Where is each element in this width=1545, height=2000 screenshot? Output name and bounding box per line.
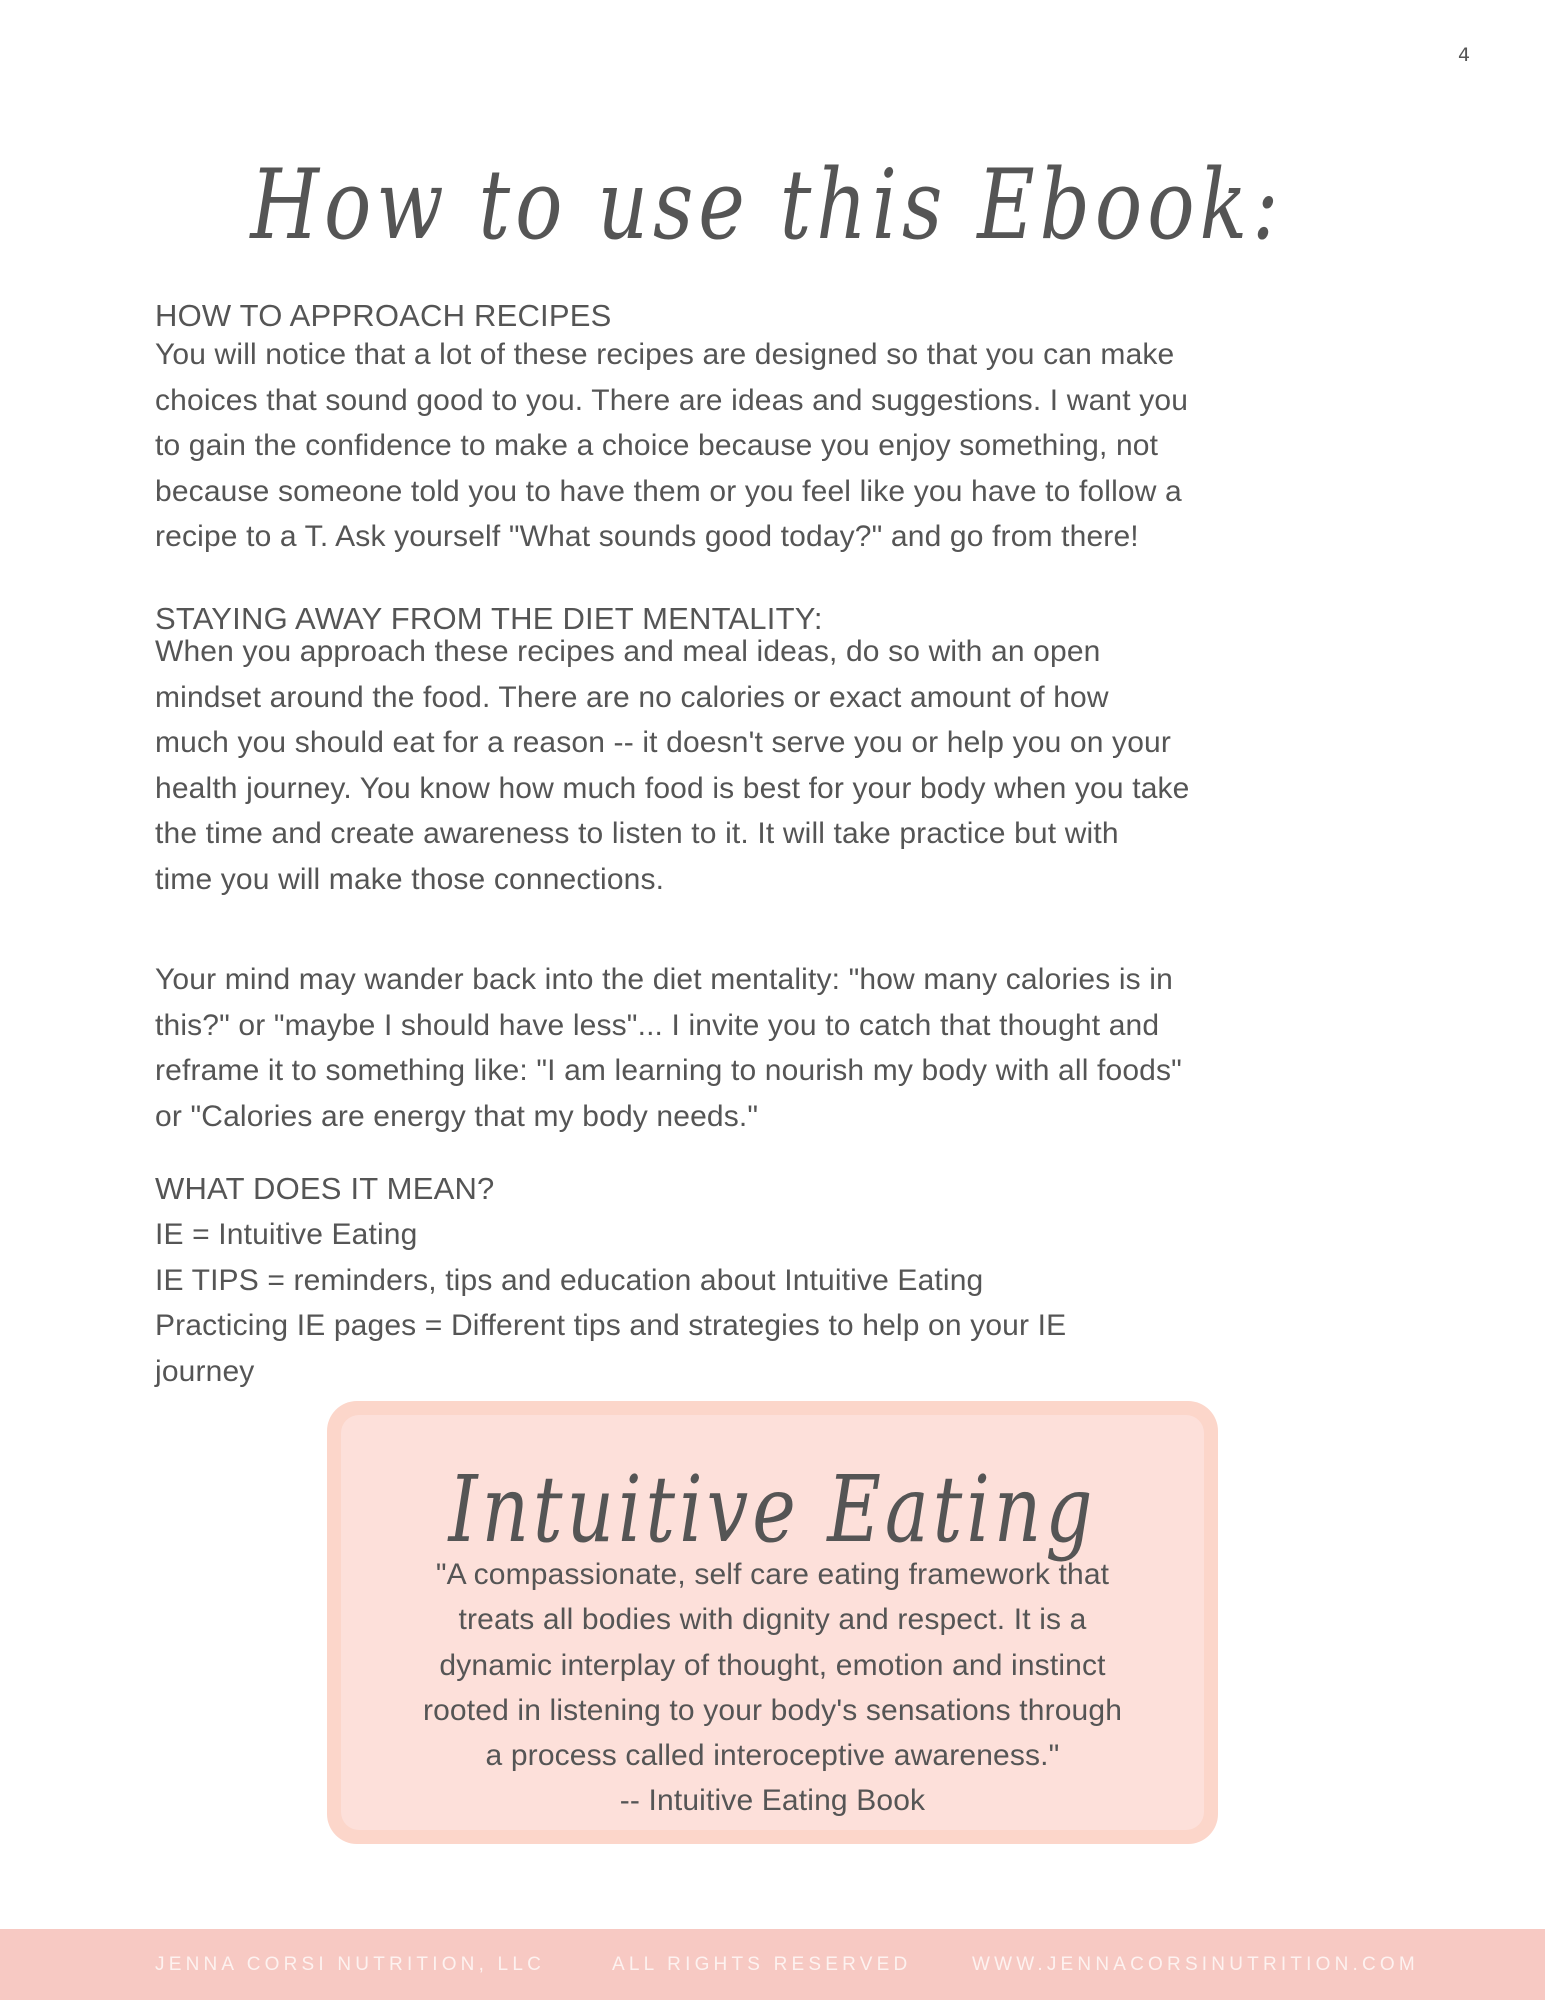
intuitive-eating-quote-box [327,1401,1218,1844]
page-number: 4 [1458,44,1471,66]
section-heading-diet-mentality: STAYING AWAY FROM THE DIET MENTALITY: [155,601,823,636]
body-line: this?" or "maybe I should have less"... I invite you to catch that thought and [155,1008,1160,1042]
body-line: to gain the confidence to make a choice because you enjoy something, not [155,429,1159,462]
quote-line: a process called interoceptive awareness." [485,1739,1060,1773]
body-line: the time and create awareness to listen to it. It will take practice but with [155,817,1119,850]
definition-item: IE = Intuitive Eating [155,1218,418,1251]
body-line: or "Calories are energy that my body needs." [155,1099,759,1133]
footer [0,1929,1545,2000]
quote-line: dynamic interplay of thought, emotion and instinct [439,1648,1106,1682]
quote-box-title: Intuitive Eating [448,1456,1097,1563]
footer-rights: ALL RIGHTS RESERVED [612,1954,912,1975]
quote-box-inner [341,1415,1204,1830]
body-line: recipe to a T. Ask yourself "What sounds good today?" and go from there! [155,520,1139,553]
quote-line: treats all bodies with dignity and respect. It is a [458,1603,1087,1637]
definition-item: Practicing IE pages = Different tips and strategies to help on your IE [155,1309,1067,1342]
footer-website-link[interactable]: WWW.JENNACORSINUTRITION.COM [972,1954,1419,1975]
definition-item: IE TIPS = reminders, tips and education about Intuitive Eating [155,1263,984,1297]
body-line: Your mind may wander back into the diet mentality: "how many calories is in [155,963,1173,996]
definition-item: journey [155,1354,255,1388]
quote-text [341,1552,1204,1824]
body-line: When you approach these recipes and meal ideas, do so with an open [155,635,1101,668]
body-line: time you will make those connections. [155,862,665,896]
quote-line: "A compassionate, self care eating framework that [435,1558,1110,1591]
body-line: choices that sound good to you. There are ideas and suggestions. I want you [155,383,1189,417]
definitions-list [155,1212,1066,1394]
section-body-diet-mentality [155,629,1190,902]
body-line: health journey. You know how much food is best for your body when you take [155,771,1190,805]
body-line: reframe it to something like: "I am learning to nourish my body with all foods" [155,1054,1182,1087]
section-heading-what-does-it-mean: WHAT DOES IT MEAN? [155,1171,495,1206]
body-line: because someone told you to have them or you feel like you have to follow a [155,474,1182,508]
quote-attribution: -- Intuitive Eating Book [619,1784,926,1818]
page-title: How to use this Ebook: [250,149,1284,261]
body-line: You will notice that a lot of these recipes are designed so that you can make [155,338,1175,371]
body-line: mindset around the food. There are no calories or exact amount of how [155,680,1109,714]
section-body-approach-recipes [155,332,1188,560]
body-line: much you should eat for a reason -- it doesn't serve you or help you on your [155,726,1172,759]
footer-company: JENNA CORSI NUTRITION, LLC [155,1954,546,1975]
quote-line: rooted in listening to your body's sensations through [422,1693,1123,1727]
section-heading-approach-recipes: HOW TO APPROACH RECIPES [155,298,612,333]
section-body-diet-mentality-paragraph-2 [155,957,1182,1139]
